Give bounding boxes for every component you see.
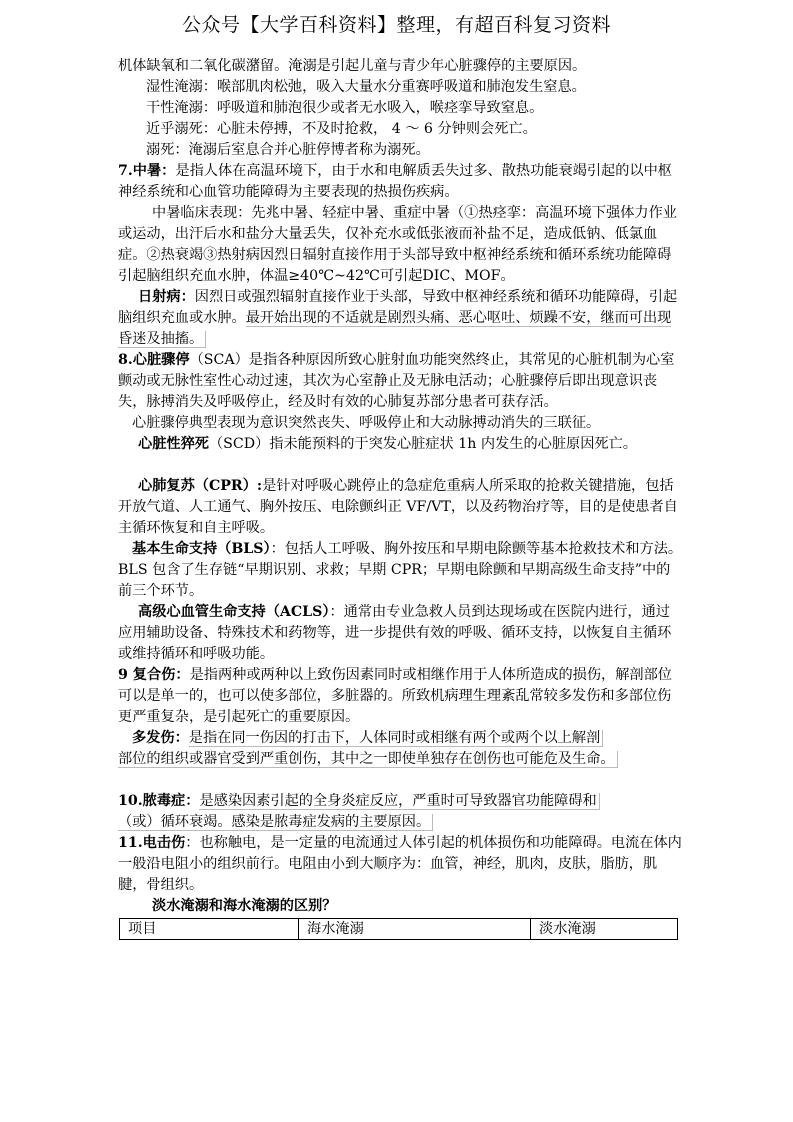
term-acls: 高级心血管生命支持（ACLS） bbox=[138, 604, 330, 620]
near-drowning: 近乎溺死：心脏未停搏，不及时抢救， 4 ～ 6 分钟则会死亡。 bbox=[146, 121, 537, 137]
def-sepsis-1: 是感染因素引起的全身炎症反应，严重时可导致器官功能障碍和 bbox=[199, 793, 599, 810]
def-multiple-injury-1: 是指在同一伤因的打击下，人体同时或相继有两个或两个以上解剖 bbox=[189, 730, 603, 747]
sunstroke bbox=[118, 287, 684, 350]
multiple-injury bbox=[118, 728, 684, 749]
term-heatstroke: 7.中暑： bbox=[118, 163, 176, 179]
def-combined-injury: 是指两种或两种以上致伤因素同时或相继作用于人体所造成的损伤，解剖部位可以是单一的，也可以使多部位，多脏器的。所致机病理生理紊乱常较多发伤和多部位伤更严重复杂，是引起死亡的重要原因。 bbox=[118, 667, 672, 725]
scd bbox=[118, 434, 684, 455]
page-header: 公众号【大学百科资料】整理，有超百科复习资料 bbox=[181, 14, 611, 36]
section-cardiac-arrest bbox=[118, 350, 684, 413]
sunstroke-symptoms: 最开始出现的不适就是剧烈头痛、恶心呕吐、烦躁不安，继而可出现昏迷及抽搐。 bbox=[118, 310, 672, 347]
term-combined-injury: 9 复合伤： bbox=[118, 667, 190, 683]
table-header-cell: 淡水淹溺 bbox=[531, 919, 678, 940]
dry-drowning: 干性淹溺：呼吸道和肺泡很少或者无水吸入，喉痉挛导致窒息。 bbox=[146, 100, 544, 116]
term-sunstroke: 日射病： bbox=[138, 289, 195, 305]
section-heatstroke bbox=[118, 161, 684, 203]
multiple-injury-cont bbox=[118, 749, 684, 770]
section-sepsis bbox=[118, 791, 684, 812]
acls bbox=[118, 602, 684, 665]
cardiac-arrest-triad: 心脏骤停典型表现为意识突然丧失、呼吸停止和大动脉搏动消失的三联征。 bbox=[132, 415, 601, 431]
spacer bbox=[118, 455, 684, 476]
spacer bbox=[118, 770, 684, 791]
section-combined-injury bbox=[118, 665, 684, 728]
def-cpr: 是针对呼吸心跳停止的急症危重病人所采取的抢救关键措施，包括开放气道、人工通气、胸外按压、电除颤纠正 VF/VT，以及药物治疗等，目的是使患者自主循环恢复和自主呼吸。 bbox=[118, 478, 678, 536]
def-cardiac-arrest: （SCA）是指各种原因所致心脏射血功能突然终止，其常见的心脏机制为心室颤动或无脉性室性心动过速，其次为心室静止及无脉电活动；心脏骤停后即出现意识丧失，脉搏消失及呼吸停止，经及时有效的心肺复苏部分患者可获存活。 bbox=[118, 352, 675, 410]
def-sunstroke: 因烈日或强烈辐射直接作业于头部，导致中枢神经系统和循环功能障碍，引起脑组织充血或水肿。 bbox=[118, 289, 678, 326]
section-electric-injury bbox=[118, 833, 684, 896]
heatstroke-clinical: 中暑临床表现：先兆中暑、轻症中暑、重症中暑（①热痉挛：高温环境下强体力作业或运动，出汗后水和盐分大量丢失，仅补充水或低张液而补盐不足，造成低钠、低氯血症。②热衰竭③热射病因烈日辐射直接作用于头部导致中枢神经系统和循环系统功能障碍引起脑组织充血水肿，体温≥40℃~42℃可引起DIC、MOF。 bbox=[118, 205, 677, 284]
sepsis-cont bbox=[118, 812, 684, 833]
term-cpr: 心肺复苏（CPR）: bbox=[138, 478, 263, 494]
term-sepsis: 10.脓毒症： bbox=[118, 793, 200, 809]
def-sepsis-2: （或）循环衰竭。感染是脓毒症发病的主要原因。 bbox=[118, 814, 433, 831]
drowning-death: 溺死：淹溺后室息合并心脏停博者称为溺死。 bbox=[146, 142, 430, 158]
def-bls: ：包括人工呼吸、胸外按压和早期电除颤等基本抢救技术和方法。BLS 包含了生存链“早期识别、求救；早期 CPR；早期电除颤和早期高级生命支持”中的前三个环节。 bbox=[118, 541, 683, 599]
def-electric-injury: ：也称触电，是一定量的电流通过人体引起的机体损伤和功能障碍。电流在体内一般沿电阻小的组织前行。电阻由小到大顺序为：血管，神经，肌肉，皮肤，脂肪，肌腱，骨组织。 bbox=[118, 835, 682, 893]
term-electric-injury: 11.电击伤 bbox=[118, 835, 186, 851]
comparison-table bbox=[119, 918, 678, 940]
term-cardiac-arrest: 8.心脏骤停 bbox=[118, 352, 190, 368]
bls bbox=[118, 539, 684, 602]
table-title: 淡水淹溺和海水淹溺的区别？ bbox=[152, 898, 337, 914]
document-body bbox=[118, 56, 684, 940]
table-header-row bbox=[120, 919, 678, 940]
term-bls: 基本生命支持（BLS） bbox=[132, 541, 271, 557]
term-multiple-injury: 多发伤： bbox=[132, 730, 189, 746]
table-header-cell: 海水淹溺 bbox=[299, 919, 531, 940]
table-header-cell: 项目 bbox=[120, 919, 299, 940]
def-multiple-injury-2: 部位的组织或器官受到严重创伤，其中之一即使单独存在创伤也可能危及生命。 bbox=[118, 751, 618, 768]
term-scd: 心脏性猝死 bbox=[138, 436, 209, 452]
wet-drowning: 湿性淹溺：喉部肌肉松弛，吸入大量水分重赛呼吸道和肺泡发生窒息。 bbox=[146, 79, 586, 95]
def-heatstroke: 是指人体在高温环境下，由于水和电解质丢失过多、散热功能衰竭引起的以中枢神经系统和心血管功能障碍为主要表现的热损伤疾病。 bbox=[118, 163, 672, 200]
def-acls: ：通常由专业急救人员到达现场或在医院内进行，通过应用辅助设备、特殊技术和药物等，进一步提供有效的呼吸、循环支持，以恢复自主循环或维持循环和呼吸功能。 bbox=[118, 604, 672, 662]
def-scd: （SCD）指未能预料的于突发心脏症状 1h 内发生的心脏原因死亡。 bbox=[208, 436, 637, 452]
cpr bbox=[118, 476, 684, 539]
intro-line: 机体缺氧和二氧化碳潴留。淹溺是引起儿童与青少年心脏骤停的主要原因。 bbox=[118, 58, 587, 74]
